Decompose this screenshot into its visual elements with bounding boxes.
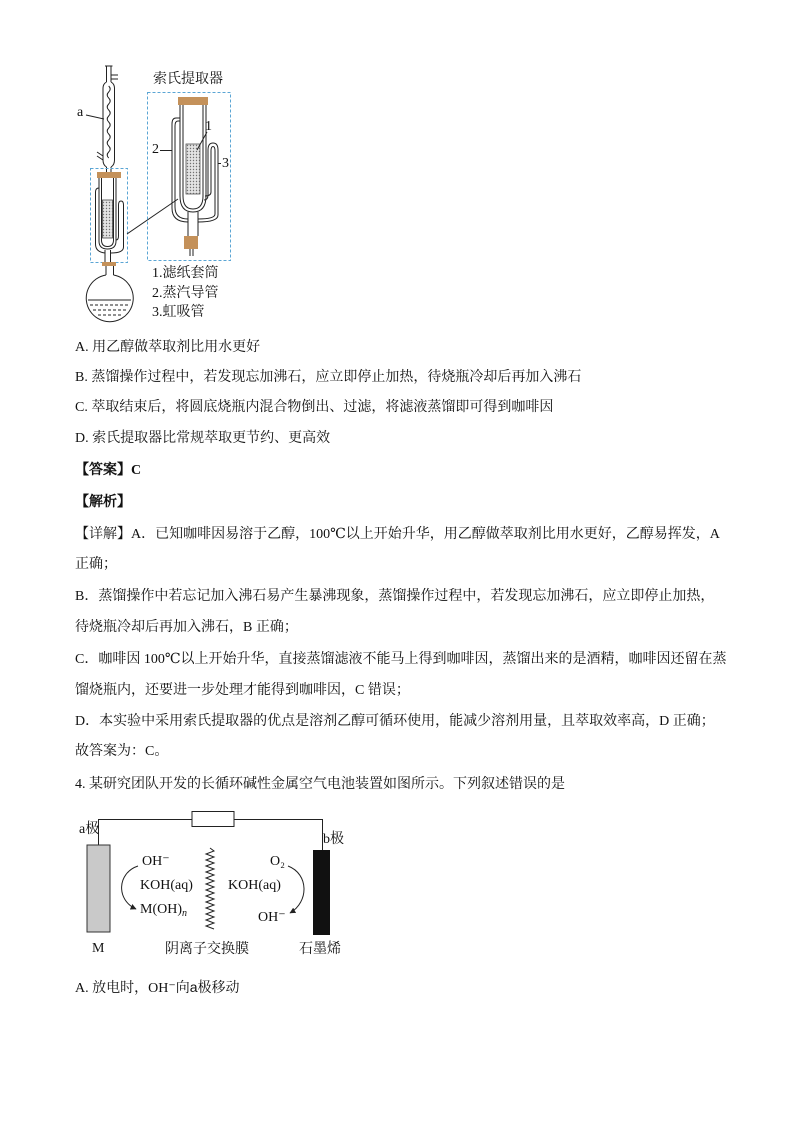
explanation-line: 【详解】A．已知咖啡因易溶于乙醇，100℃以上开始升华，用乙醇做萃取剂比用水更好，乙醇易挥发，A <box>75 527 720 542</box>
legend-item-3: 3.虹吸管 <box>152 305 205 320</box>
upper-stopper <box>97 172 121 178</box>
explanation-line: C．咖啡因 100℃以上开始升华，直接蒸馏滤液不能马上得到咖啡因，蒸馏出来的是酒精，咖啡因还留在蒸 <box>75 652 727 667</box>
explanation-line: D．本实验中采用索氏提取器的优点是溶剂乙醇可循环使用，能减少溶剂用量，且萃取效率高，D 正确； <box>75 714 715 729</box>
lower-stopper <box>102 262 116 266</box>
left-product-label <box>140 901 187 923</box>
anion-exchange-membrane <box>206 848 214 929</box>
left-electrolyte-label: KOH(aq) <box>140 878 193 893</box>
option-a-electrode: a <box>189 979 198 995</box>
metal-label: M <box>92 941 105 956</box>
right-electrolyte-label: KOH(aq) <box>228 878 281 893</box>
option-a-ion: OH⁻ <box>148 981 176 996</box>
right-reactant-label: O₂ <box>270 854 285 869</box>
explanation-line: B．蒸馏操作中若忘记加入沸石易产生暴沸现象，蒸馏操作过程中，若发现忘加沸石，应立即停止加热， <box>75 589 715 604</box>
left-product-base: M(OH) <box>140 902 182 917</box>
round-bottom-flask <box>86 266 133 322</box>
extractor-stem <box>188 212 198 236</box>
left-product-subscript: n <box>182 908 187 919</box>
answer-label: 【答案】C <box>75 463 142 478</box>
question-4-option-a <box>75 977 240 999</box>
option-b: B. 蒸馏操作过程中，若发现忘加沸石，应立即停止加热，待烧瓶冷却后再加入沸石 <box>75 370 582 385</box>
thimble <box>186 144 200 194</box>
electrode-graphene <box>313 850 330 935</box>
condenser-label: a <box>77 105 84 120</box>
right-product-label: OH⁻ <box>258 910 286 925</box>
condenser-label-leader <box>86 115 104 119</box>
extractor-bottom-cork <box>184 236 198 249</box>
legend-item-1: 1.滤纸套筒 <box>152 266 219 281</box>
explanation-line: 正确； <box>75 557 117 572</box>
condenser <box>97 66 118 172</box>
extractor-tip <box>190 249 193 256</box>
membrane-label: 阴离子交换膜 <box>165 942 249 957</box>
extractor-title: 索氏提取器 <box>153 72 223 87</box>
resistor <box>192 812 234 827</box>
zoom-connector-line <box>127 199 178 234</box>
electrode-a-label: a极 <box>79 822 100 837</box>
option-a-suffix: 极移动 <box>197 981 240 996</box>
condenser-coil <box>107 86 110 158</box>
left-ion-label: OH⁻ <box>142 854 170 869</box>
cathode-label: 石墨烯 <box>299 942 341 957</box>
option-d: D. 索氏提取器比常规萃取更节约、更高效 <box>75 431 331 446</box>
part-label-3: 3 <box>222 156 229 171</box>
right-reaction-arrow <box>288 866 304 913</box>
extractor-top-stopper <box>178 97 208 105</box>
explanation-line: 故答案为：C。 <box>75 744 169 759</box>
left-reaction-arrow <box>122 866 138 909</box>
thimble-small <box>103 200 113 238</box>
option-a: A. 用乙醇做萃取剂比用水更好 <box>75 340 261 355</box>
liquid-lines <box>90 305 129 315</box>
option-a-prefix: A. 放电时， <box>75 981 149 996</box>
part-label-1: 1 <box>205 119 212 134</box>
explanation-line: 馏烧瓶内，还要进一步处理才能得到咖啡因，C 错误； <box>75 683 410 698</box>
explanation-line: 待烧瓶冷却后再加入沸石，B 正确； <box>75 620 298 635</box>
analysis-heading: 【解析】 <box>75 495 131 510</box>
option-c: C. 萃取结束后，将圆底烧瓶内混合物倒出、过滤，将滤液蒸馏即可得到咖啡因 <box>75 400 554 415</box>
option-a-mid: 向 <box>175 981 190 996</box>
electrode-m <box>87 845 110 932</box>
electrode-b-label: b极 <box>323 832 344 847</box>
legend-item-2: 2.蒸汽导管 <box>152 286 219 301</box>
part-label-2: 2 <box>152 142 159 157</box>
question-4-stem: 4. 某研究团队开发的长循环碱性金属空气电池装置如图所示。下列叙述错误的是 <box>75 777 565 792</box>
